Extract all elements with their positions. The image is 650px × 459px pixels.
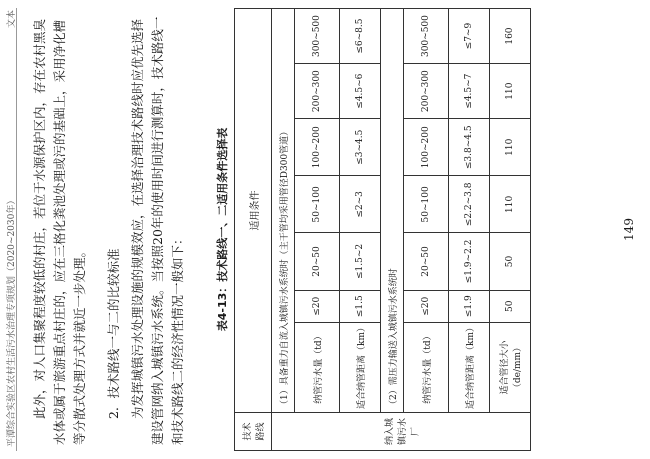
table-row xyxy=(340,9,381,451)
subsection-row-1 xyxy=(272,9,295,451)
table-row xyxy=(449,9,490,451)
table-cell: ≤1.9 xyxy=(449,290,490,322)
table-cell: ≤3~4.5 xyxy=(340,119,381,176)
table-cell: ≤1.5~2 xyxy=(340,233,381,290)
table-cell: 110 xyxy=(490,176,531,233)
table-cell: 50~100 xyxy=(404,176,449,233)
table-cell: 100~200 xyxy=(295,119,340,176)
row-label: 适合纳管距离（km） xyxy=(449,323,490,413)
table-cell: ≤7~9 xyxy=(449,9,490,64)
table-cell: ≤4.5~7 xyxy=(449,64,490,119)
body-paragraph-1: 此外，对人口集聚程度较低的村庄，若位于水源保护区内，存在农村黑臭水体或属于旅游重点村庄的，应在三格化粪池处理或污的基础上，采用净化槽等分散式处理方式并就近一步处理。 xyxy=(32,18,87,445)
section-heading: 2．技术路线一与二的比较标准 xyxy=(106,248,121,419)
table-cell: 300~500 xyxy=(295,9,340,64)
table-cell: 110 xyxy=(490,119,531,176)
route-group-label: 纳入城镇污水厂 xyxy=(272,413,531,451)
subsection-label-1: （1）具备重力自流入城镇污水系统时（主干管均采用管径D300管道） xyxy=(272,9,295,413)
table-cell: ≤20 xyxy=(404,290,449,322)
table-row xyxy=(404,9,449,451)
row-label: 适合管径大小（de/mm） xyxy=(490,323,531,413)
page-number: 149 xyxy=(622,218,636,241)
table-header-row xyxy=(235,9,272,451)
corner-cell xyxy=(235,413,272,451)
table-row xyxy=(295,9,340,451)
row-label: 纳管污水量（td） xyxy=(404,323,449,413)
corner-label-top: 技术 xyxy=(243,422,253,441)
table-cell: 50 xyxy=(490,290,531,322)
table-cell: ≤1.9~2.2 xyxy=(449,233,490,290)
row-label: 适合纳管距离（km） xyxy=(340,323,381,413)
table-cell: 50~100 xyxy=(295,176,340,233)
corner-label-bottom: 路线 xyxy=(256,422,266,441)
table-cell: 50 xyxy=(490,233,531,290)
table-cell: ≤4.5~6 xyxy=(340,64,381,119)
subsection-label-2: （2）需压力输送入城镇污水系统时 xyxy=(381,9,404,413)
table-cell: ≤2~3 xyxy=(340,176,381,233)
table-cell: ≤3.8~4.5 xyxy=(449,119,490,176)
table-cell: ≤1.5 xyxy=(340,290,381,322)
table-cell: 20~50 xyxy=(404,233,449,290)
table-cell: 200~300 xyxy=(404,64,449,119)
table-cell: 20~50 xyxy=(295,233,340,290)
running-header-section: 文本 xyxy=(7,10,17,29)
table-cell: ≤20 xyxy=(295,290,340,322)
conditions-header: 适用条件 xyxy=(235,9,272,413)
table-cell: 110 xyxy=(490,64,531,119)
table-cell: 160 xyxy=(490,9,531,64)
table-caption: 表4-13：技术路线一、二适用条件选择表 xyxy=(216,127,229,332)
table-cell: ≤6~8.5 xyxy=(340,9,381,64)
table-cell: ≤2.2~3.8 xyxy=(449,176,490,233)
row-label: 纳管污水量（td） xyxy=(295,323,340,413)
table-cell: 100~200 xyxy=(404,119,449,176)
running-header: 平潭综合实验区农村生活污水治理专项规划（2020~2030年） xyxy=(7,195,17,447)
body-paragraph-2: 为发挥城镇污水处理设施的规模效应，在选择治理技术路线时应优先选择建设管网纳入城镇污水系统。当按照20年的使用时间进行测算时，技术路线一和技术路线二的经济性情况一般如下： xyxy=(130,16,185,445)
conditions-table xyxy=(234,8,531,451)
table-row xyxy=(490,9,531,451)
subsection-row-2 xyxy=(381,9,404,451)
header-rule xyxy=(16,8,17,451)
table-cell: 300~500 xyxy=(404,9,449,64)
table-cell: 200~300 xyxy=(295,64,340,119)
